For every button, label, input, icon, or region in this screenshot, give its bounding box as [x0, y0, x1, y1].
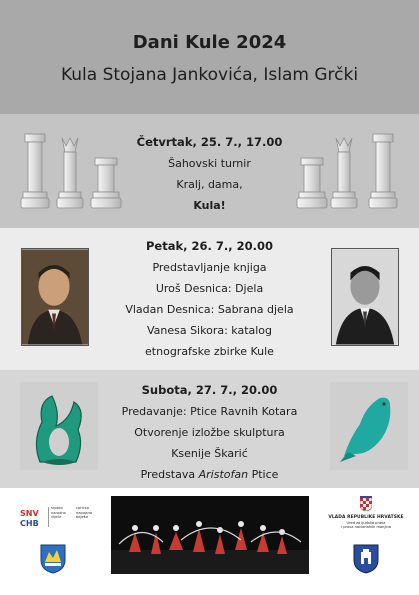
snv-text-cyrillic: српско народно вијеће [76, 506, 93, 520]
saturday-line4-italic: Aristofan [198, 468, 249, 481]
saturday-line4-prefix: Predstava [140, 468, 199, 481]
friday-date: Petak, 26. 7., 20.00 [146, 239, 273, 253]
snv-mark-icon [20, 507, 46, 529]
county-coat-of-arms-icon [353, 544, 379, 574]
bird-figurine-photo [330, 382, 408, 470]
saturday-line4 [100, 464, 319, 485]
saturday-line2: Otvorenje izložbe skulptura [134, 426, 285, 439]
event-title: Dani Kule 2024 [132, 32, 287, 53]
friday-line2: Uroš Desnica: Djela [155, 282, 264, 295]
saturday-section [0, 370, 419, 488]
saturday-line4-suffix: Ptice [248, 468, 279, 481]
friday-text [100, 236, 319, 362]
saturday-line1: Predavanje: Ptice Ravnih Kotara [121, 405, 298, 418]
friday-line5: etnografske zbirke Kule [145, 345, 274, 358]
snv-text-latin: srpsko narodno vijeće [51, 506, 66, 520]
friday-section [0, 228, 419, 370]
croatian-coat-of-arms-icon [360, 496, 372, 511]
municipality-coat-of-arms-icon [40, 544, 66, 574]
thursday-line2: Kralj, dama, [176, 178, 243, 191]
header-band [0, 0, 419, 114]
gov-logo [326, 496, 406, 544]
saturday-date: Subota, 27. 7., 20.00 [141, 383, 278, 397]
theatre-performance-photo [111, 496, 309, 574]
thursday-line3: Kula! [193, 199, 226, 212]
friday-line3: Vladan Desnica: Sabrana djela [125, 303, 294, 316]
saturday-text [100, 380, 319, 485]
snv-logo [20, 505, 104, 535]
portrait-photo-left [21, 248, 89, 346]
portrait-photo-right [331, 248, 399, 346]
svg-text:CHB: CHB [20, 519, 39, 528]
friday-line4: Vanesa Sikora: katalog [146, 324, 273, 337]
thursday-date: Četvrtak, 25. 7., 17.00 [136, 135, 283, 149]
bird-sculpture-photo [20, 382, 98, 470]
thursday-line1: Šahovski turnir [168, 157, 251, 170]
gov-sub1: Ured za ljudska prava [346, 521, 386, 525]
saturday-line3: Ksenije Škarić [171, 447, 248, 460]
gov-sub2: i prava nacionalnih manjina [341, 525, 391, 529]
thursday-section [0, 114, 419, 228]
chess-pieces-icon [296, 132, 402, 212]
snv-divider [48, 507, 49, 527]
friday-line1: Predstavljanje knjiga [152, 261, 267, 274]
svg-text:SNV: SNV [20, 509, 39, 518]
event-location: Kula Stojana Jankovića, Islam Grčki [60, 65, 359, 85]
thursday-text [100, 132, 319, 216]
gov-title: VLADA REPUBLIKE HRVATSKE [328, 515, 404, 520]
footer-logos [0, 488, 419, 595]
